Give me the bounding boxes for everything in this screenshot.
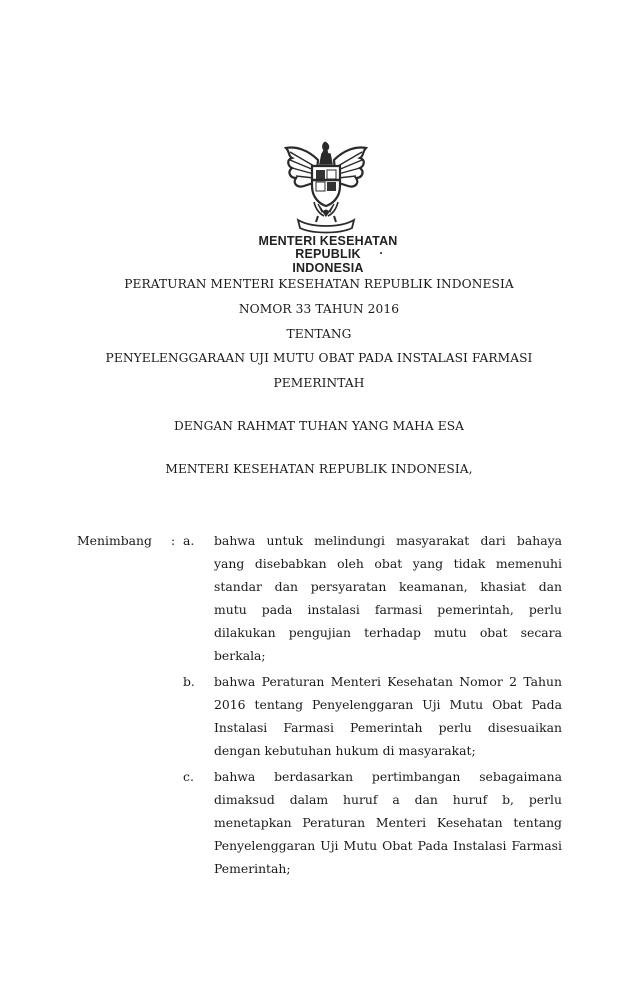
item-c-line-5: Pemerintah; — [214, 861, 291, 876]
item-c-line-3: menetapkan Peraturan Menteri Kesehatan tentang — [214, 815, 562, 830]
item-marker-b: b. — [183, 674, 195, 689]
item-marker-c: c. — [183, 769, 194, 784]
document-title: PERATURAN MENTERI KESEHATAN REPUBLIK INDONESIA — [124, 277, 514, 291]
item-c-line-4: Penyelenggaran Uji Mutu Obat Pada Instalasi Farmasi — [214, 838, 562, 853]
item-a-line-5: dilakukan pengujian terhadap mutu obat secara — [214, 625, 562, 640]
item-a-line-2: yang disebabkan oleh obat yang tidak memenuhi — [214, 556, 562, 571]
item-a-line-3: standar dan persyaratan keamanan, khasiat dan — [214, 579, 562, 594]
document-subject-line-1: PENYELENGGARAAN UJI MUTU OBAT PADA INSTALASI FARMASI — [105, 351, 533, 365]
considering-label: Menimbang — [77, 533, 152, 548]
item-marker-a: a. — [183, 533, 195, 548]
item-b-line-3: Instalasi Farmasi Pemerintah perlu disesuaikan — [214, 720, 562, 735]
item-b-line-4: dengan kebutuhan hukum di masyarakat; — [214, 743, 476, 758]
logo-line-republic: REPUBLIK INDONESIA — [292, 247, 364, 275]
item-b-line-2: 2016 tentang Penyelenggaran Uji Mutu Obat Pada — [214, 697, 562, 712]
document-subject-line-2: PEMERINTAH — [273, 376, 365, 390]
issuer-line: MENTERI KESEHATAN REPUBLIK INDONESIA, — [165, 462, 473, 476]
item-a-line-1: bahwa untuk melindungi masyarakat dari bahaya — [214, 533, 562, 548]
blessing-line: DENGAN RAHMAT TUHAN YANG MAHA ESA — [173, 419, 465, 433]
item-a-line-4: mutu pada instalasi farmasi pemerintah, perlu — [214, 602, 562, 617]
item-c-line-2: dimaksud dalam huruf a dan huruf b, perlu — [214, 792, 562, 807]
item-c-line-1: bahwa berdasarkan pertimbangan sebagaimana — [214, 769, 562, 784]
considering-colon: : — [171, 533, 176, 548]
decorative-dot — [380, 252, 382, 254]
item-b-line-1: bahwa Peraturan Menteri Kesehatan Nomor 2 Tahun — [214, 674, 562, 689]
document-number: NOMOR 33 TAHUN 2016 — [238, 302, 400, 316]
logo-line-ministry: MENTERI KESEHATAN — [258, 234, 398, 248]
item-a-line-6: berkala; — [214, 648, 266, 663]
document-about: TENTANG — [286, 327, 352, 341]
